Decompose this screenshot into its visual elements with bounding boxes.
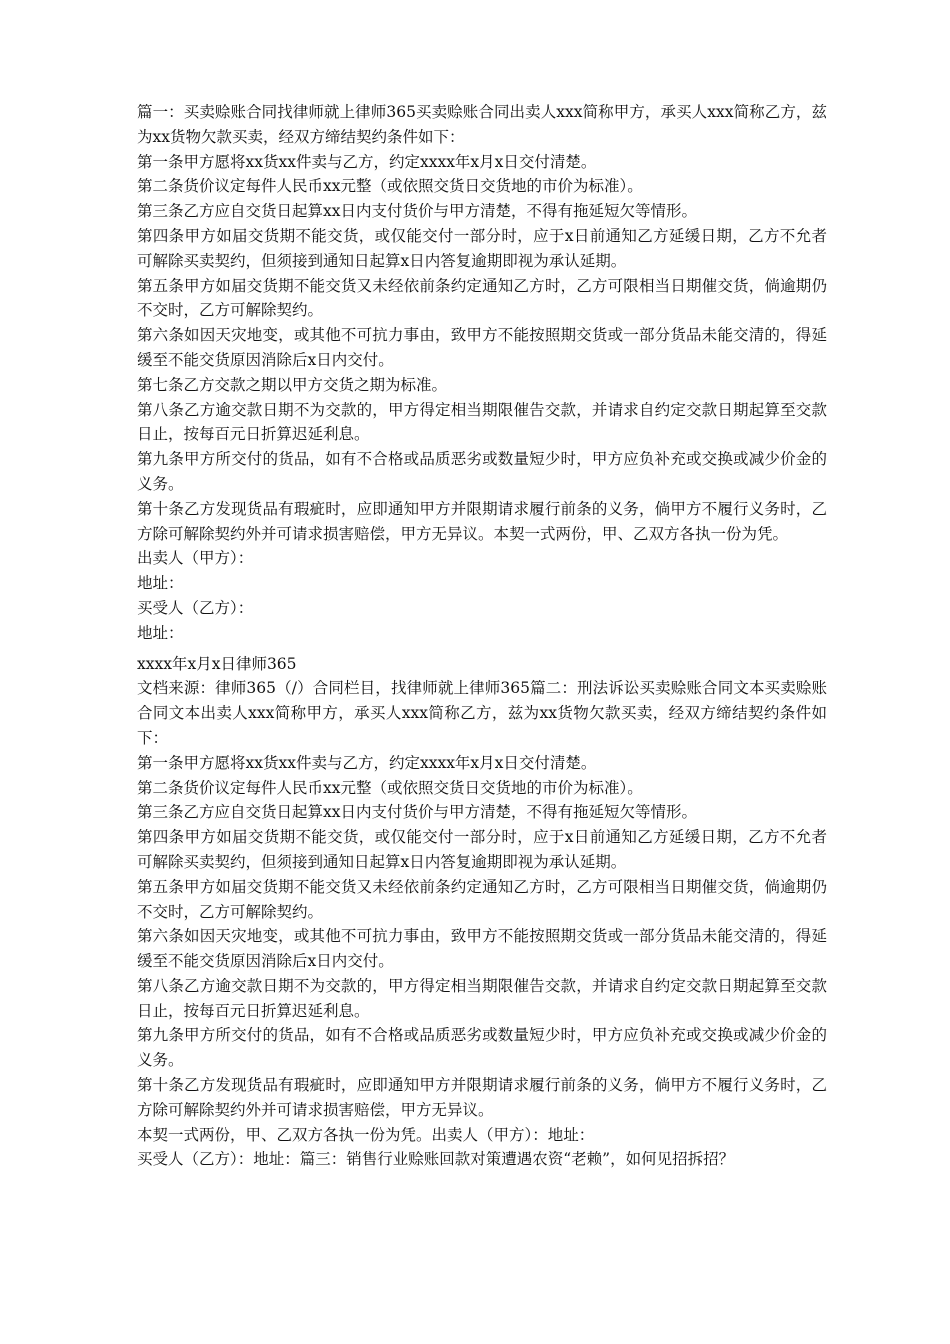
buyer-label: 买受人（乙方）：	[137, 598, 254, 617]
buyer-address-label: 地址：	[137, 623, 184, 642]
paragraph-24: 第八条乙方逾交款日期不为交款的，甲方得定相当期限催告交款，并请求自约定交款日期起算至交款日止，按每百元日折算迟延利息。	[137, 976, 827, 1020]
document-body	[137, 100, 827, 1172]
paragraph-20: 第三条乙方应自交货日起算xx日内支付货价与甲方清楚，不得有拖延短欠等情形。	[137, 803, 697, 822]
paragraph-23: 第六条如因天灾地变，或其他不可抗力事由，致甲方不能按照期交货或一部分货品未能交清的，得延缓至不能交货原因消除后x日内交付。	[137, 927, 827, 971]
paragraph-21: 第四条甲方如届交货期不能交货，或仅能交付一部分时，应于x日前通知乙方延缓日期，乙方不允者可解除买卖契约，但须接到通知日起算x日内答复逾期即视为承认延期。	[137, 828, 827, 871]
paragraph-25: 第九条甲方所交付的货品，如有不合格或品质恶劣或数量短少时，甲方应负补充或交换或减少价金的义务。	[137, 1026, 827, 1070]
paragraph-10: 第九条甲方所交付的货品，如有不合格或品质恶劣或数量短少时，甲方应负补充或交换或减少价金的义务。	[137, 450, 827, 493]
date-line: xxxx年x月x日律师365	[137, 654, 297, 673]
paragraph-18: 第一条甲方愿将xx货xx件卖与乙方，约定xxxx年x月x日交付清楚。	[137, 753, 597, 772]
seller-address-label: 地址：	[137, 574, 184, 593]
paragraph-7: 第六条如因天灾地变，或其他不可抗力事由，致甲方不能按照期交货或一部分货品未能交清的，得延缓至不能交货原因消除后x日内交付。	[137, 326, 827, 369]
paragraph-9: 第八条乙方逾交款日期不为交款的，甲方得定相当期限催告交款，并请求自约定交款日期起算至交款日止，按每百元日折算迟延利息。	[137, 400, 827, 444]
paragraph-4: 第三条乙方应自交货日起算xx日内支付货价与甲方清楚，不得有拖延短欠等情形。	[137, 202, 697, 221]
paragraph-5: 第四条甲方如届交货期不能交货，或仅能交付一部分时，应于x日前通知乙方延缓日期，乙方不允者可解除买卖契约，但须接到通知日起算x日内答复逾期即视为承认延期。	[137, 226, 827, 270]
paragraph-28: 买受人（乙方）：地址：篇三：销售行业赊账回款对策遭遇农资“老赖”，如何见招拆招？	[137, 1150, 735, 1169]
paragraph-1: 篇一：买卖赊账合同找律师就上律师365买卖赊账合同出卖人xxx简称甲方，承买人xxx简称乙方，兹为xx货物欠款买卖，经双方缔结契约条件如下：	[137, 103, 827, 146]
paragraph-27: 本契一式两份，甲、乙双方各执一份为凭。出卖人（甲方）：地址：	[137, 1125, 595, 1144]
paragraph-11: 第十条乙方发现货品有瑕疵时，应即通知甲方并限期请求履行前条的义务，倘甲方不履行义务时，乙方除可解除契约外并可请求损害赔偿，甲方无异议。本契一式两份，甲、乙双方各执一份为凭。	[137, 499, 827, 543]
seller-label: 出卖人（甲方）：	[137, 549, 254, 568]
paragraph-8: 第七条乙方交款之期以甲方交货之期为标准。	[137, 375, 448, 394]
paragraph-6: 第五条甲方如届交货期不能交货又未经依前条约定通知乙方时，乙方可限相当日期催交货，倘逾期仍不交时，乙方可解除契约。	[137, 276, 827, 320]
paragraph-17: 文档来源：律师365（/）合同栏目，找律师就上律师365篇二：刑法诉讼买卖赊账合同文本买卖赊账合同文本出卖人xxx简称甲方，承买人xxx简称乙方，兹为xx货物欠款买卖，经双方缔结契约条件如下：	[137, 679, 827, 747]
paragraph-2: 第一条甲方愿将xx货xx件卖与乙方，约定xxxx年x月x日交付清楚。	[137, 152, 597, 171]
paragraph-26: 第十条乙方发现货品有瑕疵时，应即通知甲方并限期请求履行前条的义务，倘甲方不履行义务时，乙方除可解除契约外并可请求损害赔偿，甲方无异议。	[137, 1076, 827, 1119]
paragraph-3: 第二条货价议定每件人民币xx元整（或依照交货日交货地的市价为标准）。	[137, 177, 643, 196]
paragraph-22: 第五条甲方如届交货期不能交货又未经依前条约定通知乙方时，乙方可限相当日期催交货，倘逾期仍不交时，乙方可解除契约。	[137, 877, 827, 921]
paragraph-19: 第二条货价议定每件人民币xx元整（或依照交货日交货地的市价为标准）。	[137, 778, 643, 797]
